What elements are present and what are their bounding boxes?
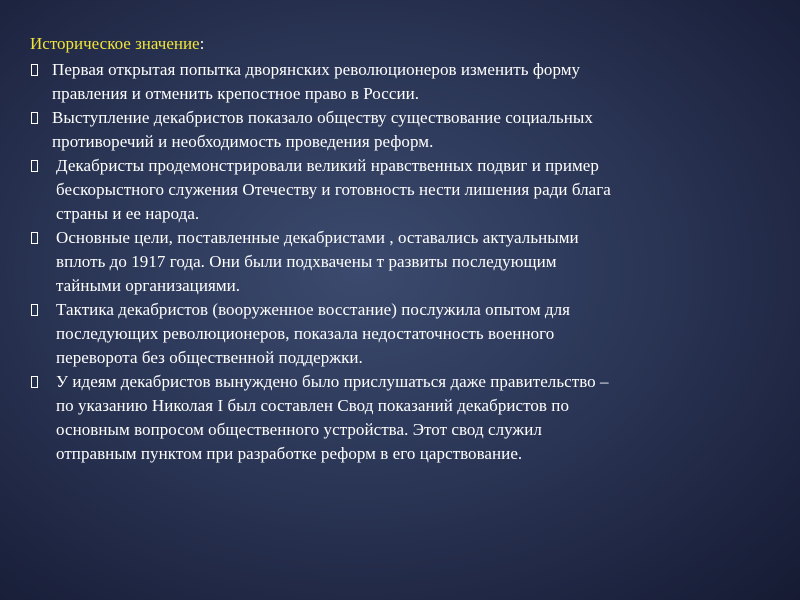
bullet-item	[30, 154, 780, 226]
bullet-line: страны и ее народа.	[56, 204, 200, 223]
bullet-line: Тактика декабристов (вооруженное восстание) послужила опытом для	[56, 300, 571, 319]
bullet-line: Выступление декабристов показало обществу существование социальных	[52, 108, 593, 127]
bullet-text	[52, 154, 780, 226]
bullet-line: Основные цели, поставленные декабристами , оставались актуальными	[56, 228, 579, 247]
bullet-line: противоречий и необходимость проведения реформ.	[52, 132, 434, 151]
bullet-item	[30, 226, 780, 298]
bullet-line: отправным пунктом при разработке реформ в его царствование.	[56, 444, 523, 463]
bullet-item	[30, 106, 780, 154]
slide-heading	[30, 32, 780, 56]
bullet-text	[52, 370, 780, 466]
bullet-line: вплоть до 1917 года. Они были подхвачены т развиты последующим	[56, 252, 557, 271]
bullet-line: переворота без общественной поддержки.	[56, 348, 363, 367]
bullet-line: основным вопросом общественного устройства. Этот свод служил	[56, 420, 542, 439]
bullet-text	[52, 298, 780, 370]
square-bullet-icon	[30, 58, 52, 82]
square-bullet-icon	[30, 106, 52, 130]
bullet-line: бескорыстного служения Отечеству и готовность нести лишения ради блага	[56, 180, 611, 199]
heading-title: Историческое значение	[30, 34, 200, 53]
square-bullet-icon	[30, 154, 52, 178]
bullet-line: последующих революционеров, показала недостаточность военного	[56, 324, 555, 343]
bullet-line: правления и отменить крепостное право в России.	[52, 84, 420, 103]
bullet-text	[52, 106, 780, 154]
bullet-line: по указанию Николая I был составлен Свод показаний декабристов по	[56, 396, 570, 415]
bullet-line: тайными организациями.	[56, 276, 241, 295]
bullet-text	[52, 58, 780, 106]
square-bullet-icon	[30, 298, 52, 322]
slide-content	[30, 32, 780, 466]
square-bullet-icon	[30, 370, 52, 394]
bullet-item	[30, 58, 780, 106]
bullet-line: Декабристы продемонстрировали великий нравственных подвиг и пример	[56, 156, 599, 175]
bullet-line: Первая открытая попытка дворянских революционеров изменить форму	[52, 60, 581, 79]
bullet-item	[30, 370, 780, 466]
square-bullet-icon	[30, 226, 52, 250]
bullet-line: У идеям декабристов вынуждено было прислушаться даже правительство –	[56, 372, 609, 391]
bullet-list	[30, 58, 780, 466]
bullet-text	[52, 226, 780, 298]
bullet-item	[30, 298, 780, 370]
heading-colon: :	[199, 34, 205, 53]
